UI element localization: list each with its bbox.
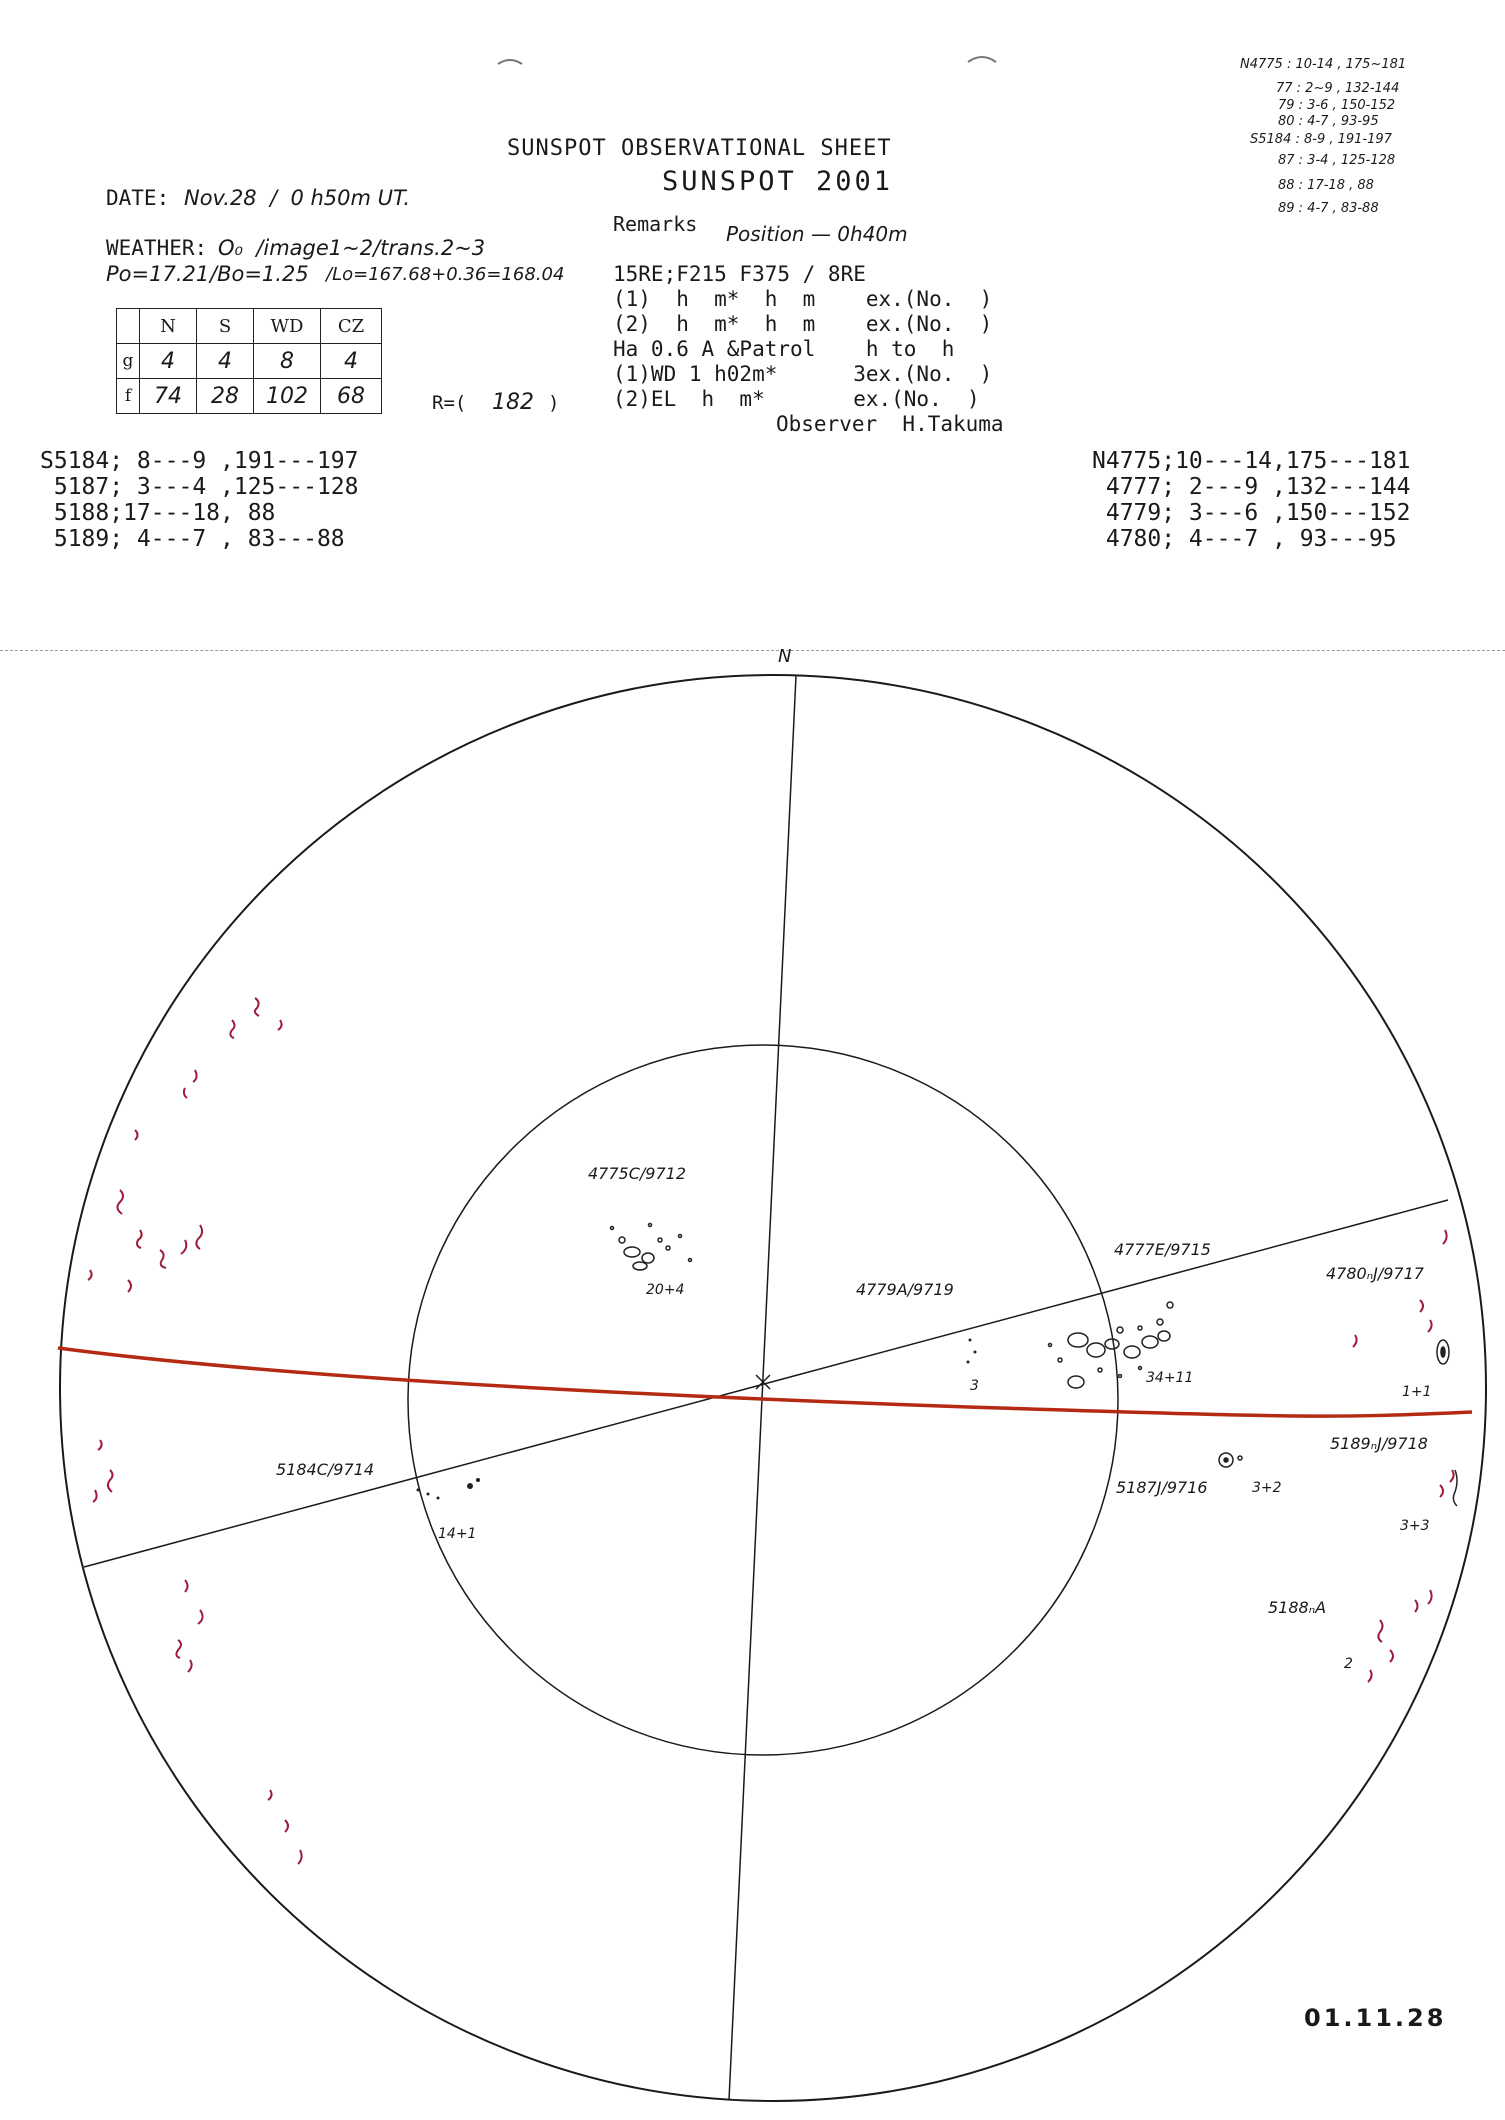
- group-label-4777: 4777E/9715: [1114, 1240, 1211, 1259]
- left-group-line: 5187; 3---4 ,125---128: [40, 474, 359, 500]
- left-group-line: S5184; 8---9 ,191---197: [40, 448, 359, 474]
- corner-note: N4775 : 10-14 , 175~181: [1240, 57, 1407, 72]
- north-label: N: [778, 646, 792, 667]
- remarks-label: Remarks: [613, 212, 698, 236]
- sunspot-group-4780: [1437, 1340, 1449, 1364]
- left-group-line: 5188;17---18, 88: [40, 500, 276, 526]
- settings-line: (2) h m* h m ex.(No. ): [613, 312, 993, 336]
- right-group-line: 4780; 4---7 , 93---95: [1092, 526, 1397, 552]
- settings-line: (1) h m* h m ex.(No. ): [613, 287, 993, 311]
- tally-cell: 4: [197, 344, 254, 379]
- group-label-5188: 5188ₙA: [1268, 1598, 1327, 1617]
- tally-cell: 8: [254, 344, 321, 379]
- count-5187: 3+2: [1252, 1480, 1282, 1496]
- settings-line: (1)WD 1 h02m* 3ex.(No. ): [613, 362, 993, 386]
- north-south-axis: [729, 676, 796, 2100]
- east-west-line: [58, 1348, 1472, 1416]
- weather-value: O₀ /image1~2/trans.2~3: [218, 236, 486, 260]
- faculae-left: [88, 998, 302, 1864]
- sunspot-group-4779: [967, 1339, 977, 1364]
- punch-mark: [498, 60, 522, 64]
- group-label-5189: 5189ₙJ/9718: [1330, 1434, 1428, 1453]
- weather-label: WEATHER:: [106, 236, 208, 260]
- tally-cell: 68: [321, 379, 382, 414]
- orientation-bo: /Bo=1.25: [210, 262, 309, 286]
- count-4777: 34+11: [1146, 1370, 1194, 1386]
- corner-note: 80 : 4-7 , 93-95: [1278, 114, 1379, 129]
- right-group-line: N4775;10---14,175---181: [1092, 448, 1411, 474]
- group-label-4775: 4775C/9712: [588, 1164, 686, 1183]
- count-5189: 3+3: [1400, 1518, 1430, 1534]
- solar-equator-line: [84, 1200, 1448, 1567]
- sunspot-group-5184: [417, 1478, 481, 1500]
- r-value-label: R=(: [432, 392, 467, 414]
- corner-note: 79 : 3-6 , 150-152: [1278, 98, 1396, 113]
- group-label-4780: 4780ₙJ/9717: [1326, 1264, 1424, 1283]
- right-group-line: 4779; 3---6 ,150---152: [1092, 500, 1411, 526]
- orientation-lo: /Lo=167.68+0.36=168.04: [326, 264, 565, 285]
- punch-mark: [968, 57, 996, 62]
- sheet-subtitle: SUNSPOT 2001: [662, 166, 894, 197]
- tally-cell: 4: [140, 344, 197, 379]
- solar-disk-outline: [60, 675, 1486, 2101]
- count-5188: 2: [1344, 1656, 1353, 1672]
- corner-note: 89 : 4-7 , 83-88: [1278, 201, 1379, 216]
- date-label: DATE:: [106, 186, 170, 210]
- right-group-line: 4777; 2---9 ,132---144: [1092, 474, 1411, 500]
- remarks-value: Position — 0h40m: [726, 222, 908, 246]
- r-value: 182: [492, 390, 534, 415]
- corner-note: S5184 : 8-9 , 191-197: [1250, 132, 1392, 147]
- tally-col-s: S: [197, 309, 254, 344]
- tally-cell: 28: [197, 379, 254, 414]
- tally-cell: 102: [254, 379, 321, 414]
- count-4780: 1+1: [1402, 1384, 1432, 1400]
- r-value-close: ): [548, 392, 560, 414]
- count-small: 3: [970, 1378, 979, 1394]
- group-label-5187: 5187J/9716: [1116, 1478, 1208, 1497]
- sunspot-group-5187: [1219, 1453, 1242, 1467]
- corner-note: 88 : 17-18 , 88: [1278, 178, 1374, 193]
- group-label-4779: 4779A/9719: [856, 1280, 954, 1299]
- tally-col-n: N: [140, 309, 197, 344]
- settings-line: Ha 0.6 A &Patrol h to h: [613, 337, 955, 361]
- date-stamp: 01.11.28: [1304, 2004, 1447, 2032]
- sunspot-group-4775: [611, 1224, 692, 1271]
- tally-cell: 4: [321, 344, 382, 379]
- sheet-title: SUNSPOT OBSERVATIONAL SHEET: [507, 136, 892, 161]
- observer: Observer H.Takuma: [776, 412, 1004, 436]
- orientation-po: Po=17.21: [106, 262, 210, 286]
- group-label-5184: 5184C/9714: [276, 1460, 374, 1479]
- count-5184: 14+1: [438, 1526, 477, 1542]
- settings-line: (2)EL h m* ex.(No. ): [613, 387, 980, 411]
- tally-col-cz: CZ: [321, 309, 382, 344]
- faculae-right: [1353, 1230, 1454, 1682]
- left-group-line: 5189; 4---7 , 83---88: [40, 526, 345, 552]
- count-4775: 20+4: [646, 1282, 685, 1298]
- date-value: Nov.28 / 0 h50m UT.: [184, 186, 411, 210]
- settings-line: 15RE;F215 F375 / 8RE: [613, 262, 866, 286]
- corner-note: 77 : 2~9 , 132-144: [1276, 81, 1400, 96]
- tally-row-label: g: [117, 344, 140, 379]
- corner-note: 87 : 3-4 , 125-128: [1278, 153, 1396, 168]
- tally-row-label: f: [117, 379, 140, 414]
- tally-cell: 74: [140, 379, 197, 414]
- tally-col-wd: WD: [254, 309, 321, 344]
